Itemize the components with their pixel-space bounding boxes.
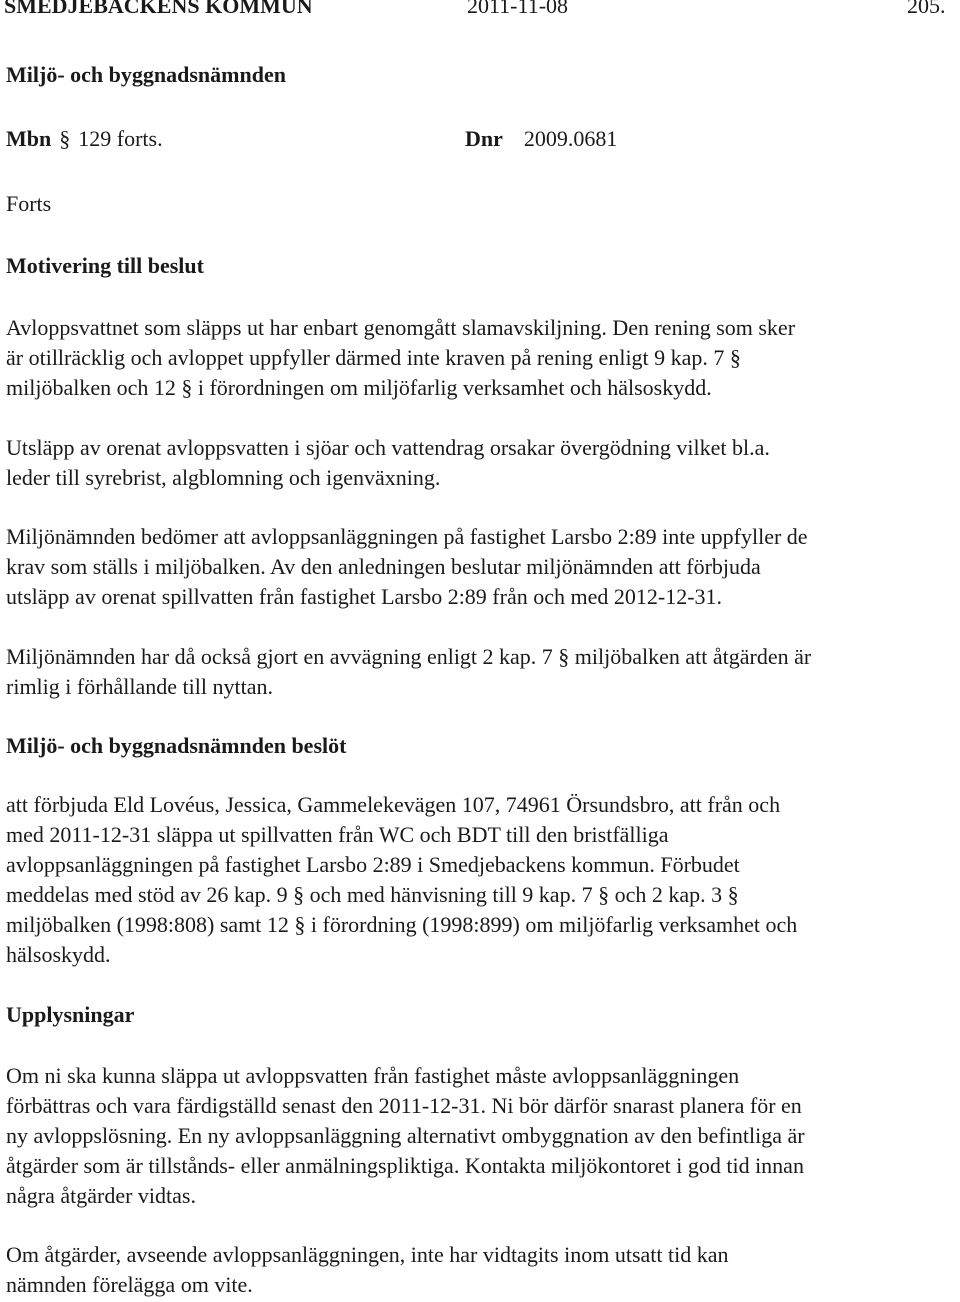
motivering-p4-line: Miljönämnden har då också gjort en avvägning enligt 2 kap. 7 § miljöbalken att åtgärden är [6,644,812,669]
upplysningar-p1-line: åtgärder som är tillstånds- eller anmälningspliktiga. Kontakta miljökontoret i god tid innan [6,1153,804,1178]
dnr-value: 2009.0681 [523,126,618,151]
page-number: 205. [907,0,946,18]
upplysningar-p2-line: nämnden förelägga om vite. [6,1272,253,1297]
motivering-heading: Motivering till beslut [6,253,204,278]
mbn-label: Mbn [6,126,52,151]
motivering-p3-line: krav som ställs i miljöbalken. Av den anledningen beslutar miljönämnden att förbjuda [6,554,761,579]
mbn-value: 129 forts. [78,126,163,151]
meeting-date: 2011-11-08 [467,0,569,18]
beslut-heading: Miljö- och byggnadsnämnden beslöt [6,733,347,758]
beslut-line: avloppsanläggningen på fastighet Larsbo 2:89 i Smedjebackens kommun. Förbudet [6,852,740,877]
motivering-p1-line: miljöbalken och 12 § i förordningen om miljöfarlig verksamhet och hälsoskydd. [6,375,712,400]
section-sign-icon: § [59,126,71,151]
beslut-line: miljöbalken (1998:808) samt 12 § i förordning (1998:899) om miljöfarlig verksamhet och [6,912,798,937]
forts-label: Forts [6,191,52,216]
upplysningar-p1-line: förbättras och vara färdigställd senast den 2011-12-31. Ni bör därför snarast planera för en [6,1093,802,1118]
motivering-p2-line: leder till syrebrist, algblomning och igenväxning. [6,465,441,490]
beslut-line: meddelas med stöd av 26 kap. 9 § och med hänvisning till 9 kap. 7 § och 2 kap. 3 § [6,882,739,907]
beslut-line: hälsoskydd. [6,942,111,967]
upplysningar-p1-line: Om ni ska kunna släppa ut avloppsvatten från fastighet måste avloppsanläggningen [6,1063,740,1088]
upplysningar-p1-line: ny avloppslösning. En ny avloppsanläggning alternativt ombyggnation av den befintliga är [6,1123,805,1148]
motivering-p3-line: utsläpp av orenat spillvatten från fastighet Larsbo 2:89 från och med 2012-12-31. [6,584,723,609]
beslut-line: med 2011-12-31 släppa ut spillvatten från WC och BDT till den bristfälliga [6,822,669,847]
beslut-line: att förbjuda Eld Lovéus, Jessica, Gammelekevägen 107, 74961 Örsundsbro, att från och [6,792,781,817]
motivering-p4-line: rimlig i förhållande till nyttan. [6,674,273,699]
board-name: Miljö- och byggnadsnämnden [6,62,286,87]
dnr-reference [465,124,617,154]
motivering-p1-line: Avloppsvattnet som släpps ut har enbart genomgått slamavskiljning. Den rening som sker [6,315,796,340]
case-reference [6,124,163,154]
upplysningar-p2-line: Om åtgärder, avseende avloppsanläggningen, inte har vidtagits inom utsatt tid kan [6,1242,729,1267]
upplysningar-p1-line: några åtgärder vidtas. [6,1183,196,1208]
upplysningar-heading: Upplysningar [6,1002,135,1027]
dnr-label: Dnr [465,126,503,151]
municipality-name: SMEDJEBACKENS KOMMUN [4,0,313,18]
motivering-p1-line: är otillräcklig och avloppet uppfyller därmed inte kraven på rening enligt 9 kap. 7 § [6,345,741,370]
motivering-p2-line: Utsläpp av orenat avloppsvatten i sjöar och vattendrag orsakar övergödning vilket bl.a. [6,435,770,460]
motivering-p3-line: Miljönämnden bedömer att avloppsanläggningen på fastighet Larsbo 2:89 inte uppfyller de [6,524,808,549]
